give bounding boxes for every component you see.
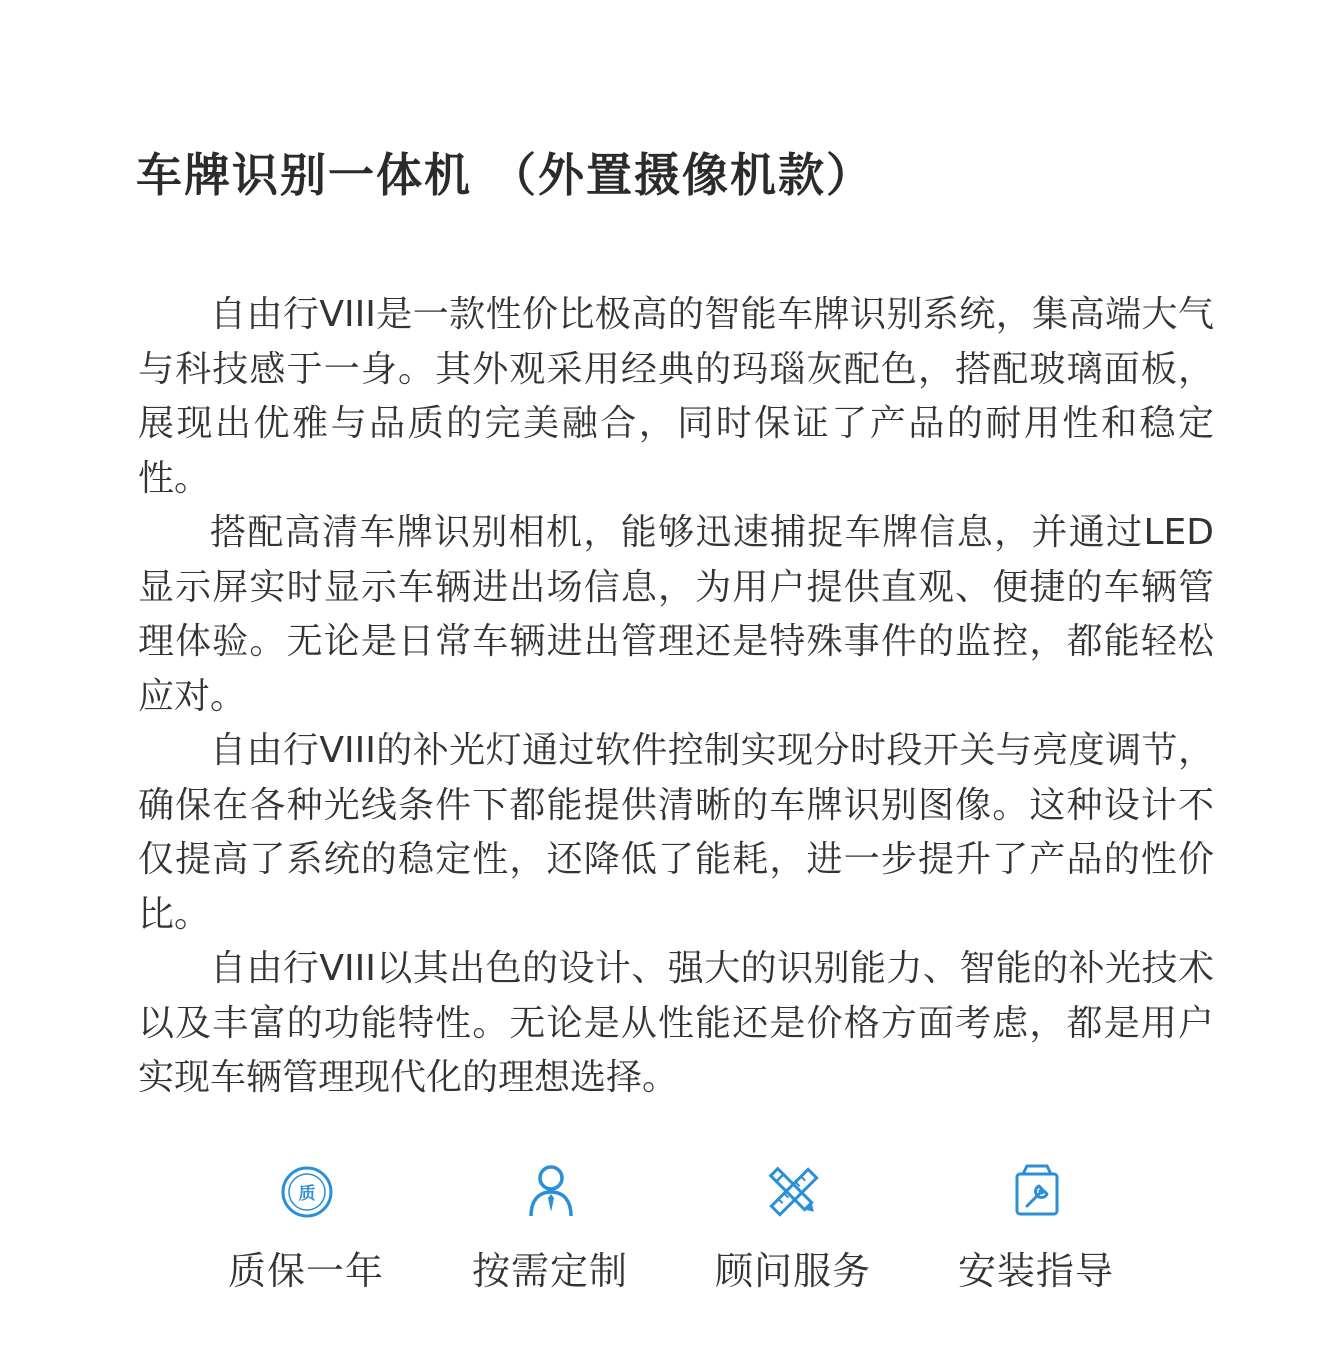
page-title: 车牌识别一体机 （外置摄像机款） <box>136 148 875 202</box>
feature-label: 按需定制 <box>471 1249 628 1293</box>
feature-list <box>186 1160 1166 1310</box>
paragraph-summary: 自由行VIII以其出色的设计、强大的识别能力、智能的补光技术以及丰富的功能特性。无论是从性能还是价格方面考虑，都是用户实现车辆管理现代化的理想选择。 <box>138 948 1214 1098</box>
feature-label: 质保一年 <box>227 1249 384 1293</box>
feature-custom <box>430 1160 670 1310</box>
feature-warranty <box>186 1160 426 1310</box>
feature-installation <box>916 1160 1156 1310</box>
paragraph-fill-light: 自由行VIII的补光灯通过软件控制实现分时段开关与亮度调节，确保在各种光线条件下都能提供清晰的车牌识别图像。这种设计不仅提高了系统的稳定性，还降低了能耗，进一步提升了产品的性价比。 <box>138 730 1214 935</box>
feature-label: 顾问服务 <box>714 1249 871 1293</box>
description-body <box>138 288 1214 1106</box>
paragraph-intro: 自由行VIII是一款性价比极高的智能车牌识别系统，集高端大气与科技感于一身。其外观采用经典的玛瑙灰配色，搭配玻璃面板，展现出优雅与品质的完美融合，同时保证了产品的耐用性和稳定性。 <box>138 294 1214 499</box>
feature-label: 安装指导 <box>957 1249 1114 1293</box>
pencil-ruler-icon <box>766 1160 822 1220</box>
paragraph-camera: 搭配高清车牌识别相机，能够迅速捕捉车牌信息，并通过LED显示屏实时显示车辆进出场信息，为用户提供直观、便捷的车辆管理体验。无论是日常车辆进出管理还是特殊事件的监控，都能轻松应对。 <box>138 512 1214 717</box>
quality-badge-icon <box>279 1160 335 1220</box>
person-tie-icon <box>523 1160 579 1220</box>
quality-badge-text: 质 <box>298 1184 316 1204</box>
feature-consulting <box>673 1160 913 1310</box>
wrench-box-icon <box>1009 1160 1065 1220</box>
